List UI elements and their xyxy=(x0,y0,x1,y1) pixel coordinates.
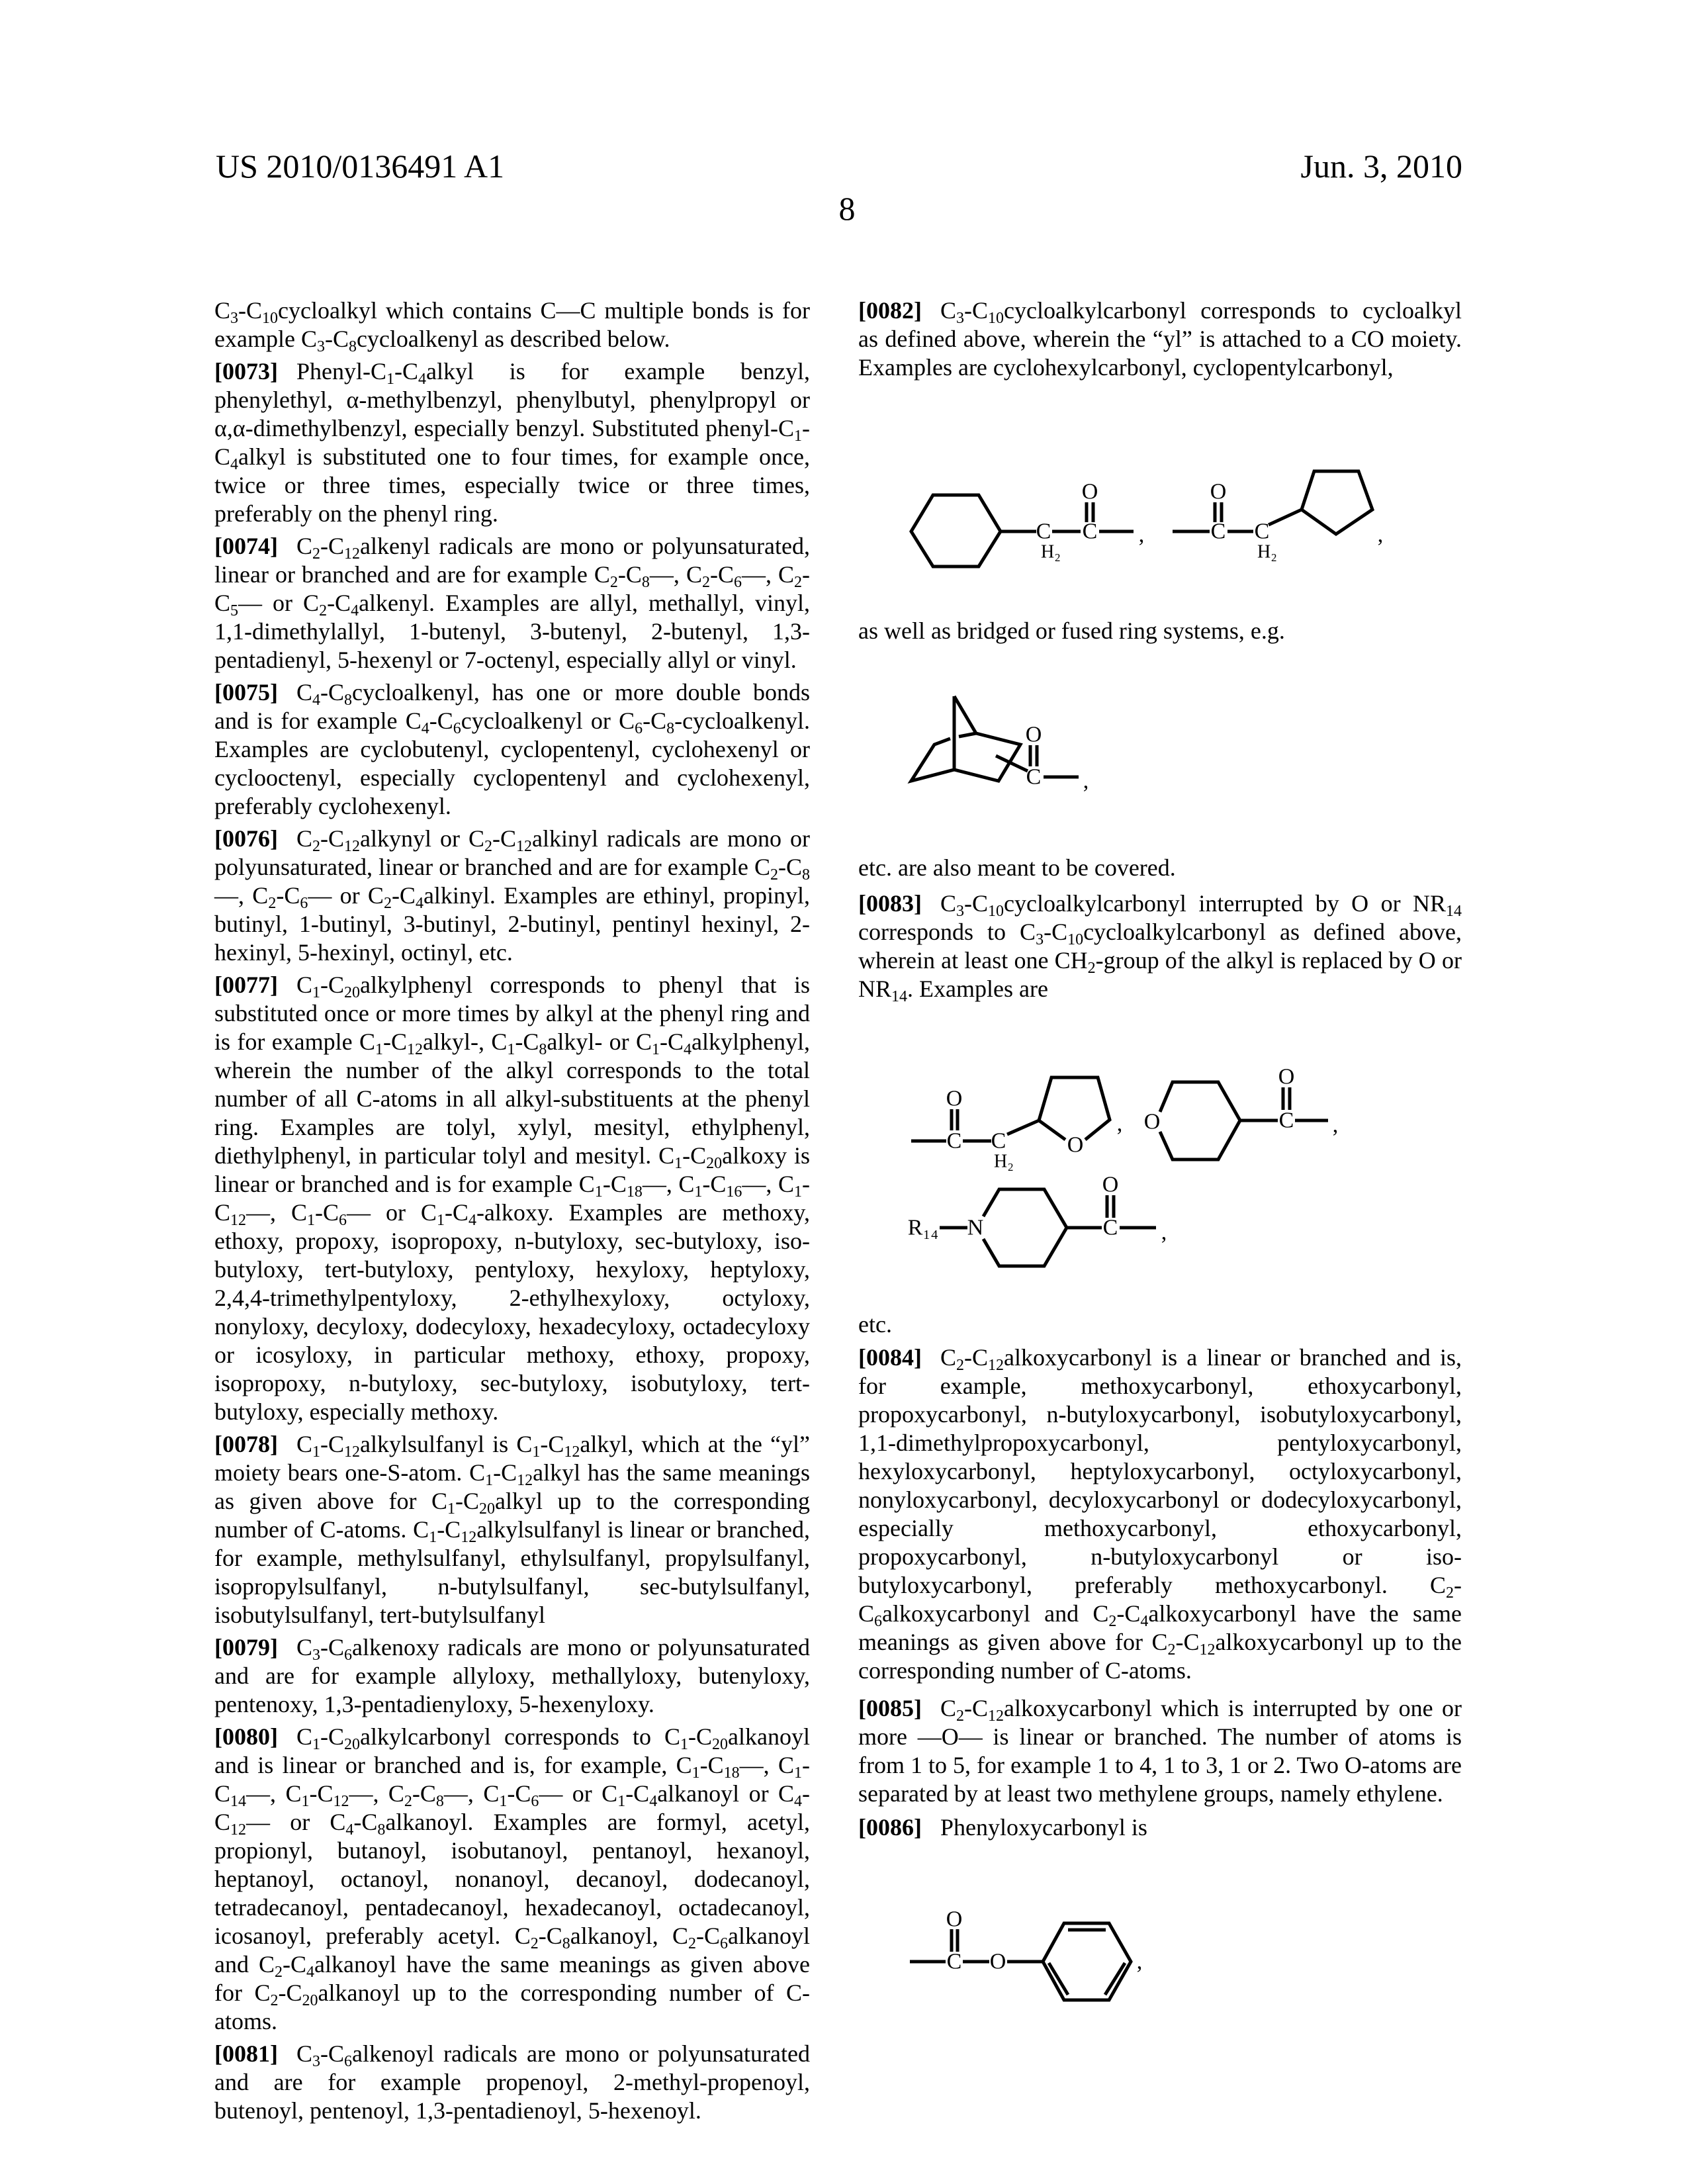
comma: , xyxy=(1117,1112,1123,1136)
paragraph-text: C1-C12alkylsulfanyl is C1-C12alkyl, which at the “yl” moiety bears one-S-atom. C1-C12alkyl has the same meanings as given above for C1-C20alkyl up to the corresponding number of C-atoms. C1-C12alkylsulfanyl is linear or branched, for example, methylsulfanyl, ethylsulfanyl, propylsulfanyl, isopropylsulfanyl, n-butylsulfanyl, sec-butylsulfanyl, isobutylsulfanyl, tert-butylsulfanyl xyxy=(214,1431,810,1628)
paragraph-number: [0081] xyxy=(214,2040,278,2067)
paragraph-number: [0078] xyxy=(214,1431,278,1457)
paragraph-text: C1-C20alkylphenyl corresponds to phenyl that is substituted once or more times by alkyl at the phenyl ring and is for example C1-C12alkyl-, C1-C8alkyl- or C1-C4alkylphenyl, wherein the number of the alkyl corresponds to the total number of all C-atoms in all alkyl-substituents at the phenyl ring. Examples are tolyl, xylyl, mesityl, ethylphenyl, diethylphenyl, in particular tolyl and mesityl. C1-C20alkoxy is linear or branched and is for example C1-C18—, C1-C16—, C1-C12—, C1-C6— or C1-C4-alkoxy. Examples are methoxy, ethoxy, propoxy, isopropoxy, n-butyloxy, sec-butyloxy, iso-butyloxy, tert-butyloxy, pentyloxy, hexyloxy, heptyloxy, 2,4,4-trimethylpentyloxy, 2-ethylhexyloxy, octyloxy, nonyloxy, decyloxy, dodecyloxy, hexadecyloxy, octadecyloxy or icosyloxy, in particular methoxy, ethoxy, propoxy, isopropoxy, n-butyloxy, sec-butyloxy, isobutyloxy, tert-butyloxy, especially methoxy. xyxy=(214,972,810,1425)
atom-label: C xyxy=(1026,765,1042,790)
etc-text: etc. xyxy=(858,1310,1462,1339)
atom-label: C xyxy=(947,1129,962,1154)
structure-cycloalkylcarbonyl-examples xyxy=(911,471,1383,567)
bridged-intro-text: as well as bridged or fused ring systems, e.g. xyxy=(858,617,1462,645)
comma: , xyxy=(1083,769,1089,794)
benzene-ring xyxy=(1043,1923,1131,2000)
paragraph-text: Phenyl-C1-C4alkyl is for example benzyl, phenylethyl, α-methylbenzyl, phenylbutyl, phenylpropyl or α,α-dimethylbenzyl, especially benzyl. Substituted phenyl-C1-C4alkyl is substituted one to four times, for example once, twice or three times, especially twice or three times, preferably on the phenyl ring. xyxy=(214,358,810,527)
publication-number: US 2010/0136491 A1 xyxy=(216,150,504,183)
atom-label: C xyxy=(991,1129,1006,1154)
atom-label: O xyxy=(946,1087,963,1111)
piperidine-ring xyxy=(983,1189,1067,1266)
structure-bridged-ring xyxy=(911,696,1089,794)
atom-label: N xyxy=(967,1216,984,1240)
page-number: 8 xyxy=(0,192,1694,225)
atom-label: O xyxy=(1210,480,1227,504)
paragraph-number: [0080] xyxy=(214,1723,278,1750)
paragraph-text: C3-C10cycloalkylcarbonyl corresponds to cycloalkyl as defined above, wherein the “yl” is attached to a CO moiety. Examples are cyclohexylcarbonyl, cyclopentylcarbonyl, xyxy=(858,297,1462,381)
paragraph-text: C3-C10cycloalkylcarbonyl interrupted by O or NR14 corresponds to C3-C10cycloalkylcarbonyl as defined above, wherein at least one CH2-group of the alkyl is replaced by O or NR14. Examples are xyxy=(858,890,1462,1002)
paragraph-text: C2-C12alkoxycarbonyl is a linear or branched and is, for example, methoxycarbonyl, ethoxycarbonyl, propoxycarbonyl, n-butyloxycarbonyl, isobutyloxycarbonyl, 1,1-dimethylpropoxycarbonyl, pentyloxycarbonyl, hexyloxycarbonyl, heptyloxycarbonyl, octyloxycarbonyl, nonyloxycarbonyl, decyloxycarbonyl or dodecyloxycarbonyl, especially methoxycarbonyl, ethoxycarbonyl, propoxycarbonyl, n-butyloxycarbonyl or iso-butyloxycarbonyl, preferably methoxycarbonyl. C2-C6alkoxycarbonyl and C2-C4alkoxycarbonyl have the same meanings as given above for C2-C12alkoxycarbonyl up to the corresponding number of C-atoms. xyxy=(858,1344,1462,1684)
comma: , xyxy=(1139,523,1145,547)
paragraph-number: [0085] xyxy=(858,1695,922,1721)
paragraph-number: [0084] xyxy=(858,1344,922,1371)
paragraph-number: [0079] xyxy=(214,1634,278,1661)
atom-label: R₁₄ xyxy=(908,1216,938,1240)
paragraph-number: [0075] xyxy=(214,679,278,705)
tetrahydrofuran-ring xyxy=(1039,1077,1110,1140)
atom-label: C xyxy=(1036,520,1051,544)
paragraph-text: C3-C6alkenoxy radicals are mono or polyunsaturated and are for example allyloxy, methallyloxy, butenyloxy, pentenoxy, 1,3-pentadienyloxy, 5-hexenyloxy. xyxy=(214,1634,810,1717)
atom-label: O xyxy=(1067,1133,1084,1158)
tetrahydropyran-ring xyxy=(1160,1082,1240,1160)
paragraph-number: [0082] xyxy=(858,297,922,324)
paragraph-text: C2-C12alkoxycarbonyl which is interrupted by one or more —O— is linear or branched. The number of atoms is from 1 to 5, for example 1 to 4, 1 to 3, 1 or 2. Two O-atoms are separated by at least two methylene groups, namely ethylene. xyxy=(858,1695,1462,1807)
atom-label: H₂ xyxy=(994,1152,1014,1172)
paragraph-number: [0074] xyxy=(214,533,278,559)
atom-label: O xyxy=(1102,1173,1119,1197)
atom-label: C xyxy=(1211,520,1226,544)
atom-label: H₂ xyxy=(1041,542,1061,563)
atom-label: O xyxy=(1144,1110,1161,1134)
paragraph-number: [0086] xyxy=(858,1814,922,1841)
paragraph-text: C2-C12alkenyl radicals are mono or polyunsaturated, linear or branched and are for example C2-C8—, C2-C6—, C2-C5— or C2-C4alkenyl. Examples are allyl, methallyl, vinyl, 1,1-dimethylallyl, 1-butenyl, 3-butenyl, 2-butenyl, 1,3-pentadienyl, 5-hexenyl or 7-octenyl, especially allyl or vinyl. xyxy=(214,533,810,673)
publication-date: Jun. 3, 2010 xyxy=(1301,150,1462,183)
atom-label: O xyxy=(946,1907,963,1932)
structure-heterocyclic-carbonyl-examples xyxy=(908,1065,1338,1267)
atom-label: C xyxy=(1083,520,1098,544)
atom-label: H₂ xyxy=(1257,542,1277,563)
paragraph-text: C2-C12alkynyl or C2-C12alkinyl radicals are mono or polyunsaturated, linear or branched and are for example C2-C8—, C2-C6— or C2-C4alkinyl. Examples are ethinyl, propinyl, butinyl, 1-butinyl, 3-butinyl, 2-butinyl, pentinyl hexinyl, 2-hexinyl, 5-hexinyl, octinyl, etc. xyxy=(214,825,810,966)
cyclopentane-ring xyxy=(1302,471,1372,534)
comma: , xyxy=(1137,1950,1143,1974)
comma: , xyxy=(1378,523,1384,547)
cyclohexane-ring xyxy=(911,495,1001,567)
paragraph-text: C1-C20alkylcarbonyl corresponds to C1-C20alkanoyl and is linear or branched and is, for example, C1-C18—, C1-C14—, C1-C12—, C2-C8—, C1-C6— or C1-C4alkanoyl or C4-C12— or C4-C8alkanoyl. Examples are formyl, acetyl, propionyl, butanoyl, isobutanoyl, pentanoyl, hexanoyl, heptanoyl, octanoyl, nonanoyl, decanoyl, dodecanoyl, tetradecanoyl, pentadecanoyl, hexadecanoyl, octadecanoyl, icosanoyl, preferably acetyl. C2-C8alkanoyl, C2-C6alkanoyl and C2-C4alkanoyl have the same meanings as given above for C2-C20alkanoyl up to the corresponding number of C-atoms. xyxy=(214,1723,810,2034)
atom-label: C xyxy=(1279,1109,1294,1133)
atom-label: C xyxy=(1103,1216,1118,1240)
atom-label: C xyxy=(1255,520,1270,544)
atom-label: O xyxy=(1278,1065,1295,1089)
structure-phenyloxycarbonyl xyxy=(910,1907,1142,2001)
atom-label: O xyxy=(1026,723,1042,747)
paragraph-number: [0076] xyxy=(214,825,278,852)
comma: , xyxy=(1333,1113,1339,1138)
covered-note-text: etc. are also meant to be covered. xyxy=(858,854,1462,882)
paragraph-number: [0073] xyxy=(214,358,278,385)
chemical-structures xyxy=(0,0,1694,2184)
paragraph-number: [0077] xyxy=(214,972,278,998)
atom-label: C xyxy=(947,1950,962,1974)
paragraph-text: C3-C10cycloalkyl which contains C—C multiple bonds is for example C3-C8cycloalkenyl as described below. xyxy=(214,297,810,352)
atom-label: O xyxy=(990,1950,1006,1974)
paragraph-text: C4-C8cycloalkenyl, has one or more double bonds and is for example C4-C6cycloalkenyl or C6-C8-cycloalkenyl. Examples are cyclobutenyl, cyclopentenyl, cyclohexenyl or cyclooctenyl, especially cyclopentenyl and cyclohexenyl, preferably cyclohexenyl. xyxy=(214,679,810,819)
atom-label: O xyxy=(1082,480,1098,504)
paragraph-text: Phenyloxycarbonyl is xyxy=(940,1814,1147,1841)
paragraph-text: C3-C6alkenoyl radicals are mono or polyunsaturated and are for example propenoyl, 2-methyl-propenoyl, butenoyl, pentenoyl, 1,3-pentadienoyl, 5-hexenoyl. xyxy=(214,2040,810,2124)
paragraph-number: [0083] xyxy=(858,890,922,917)
comma: , xyxy=(1161,1220,1167,1245)
